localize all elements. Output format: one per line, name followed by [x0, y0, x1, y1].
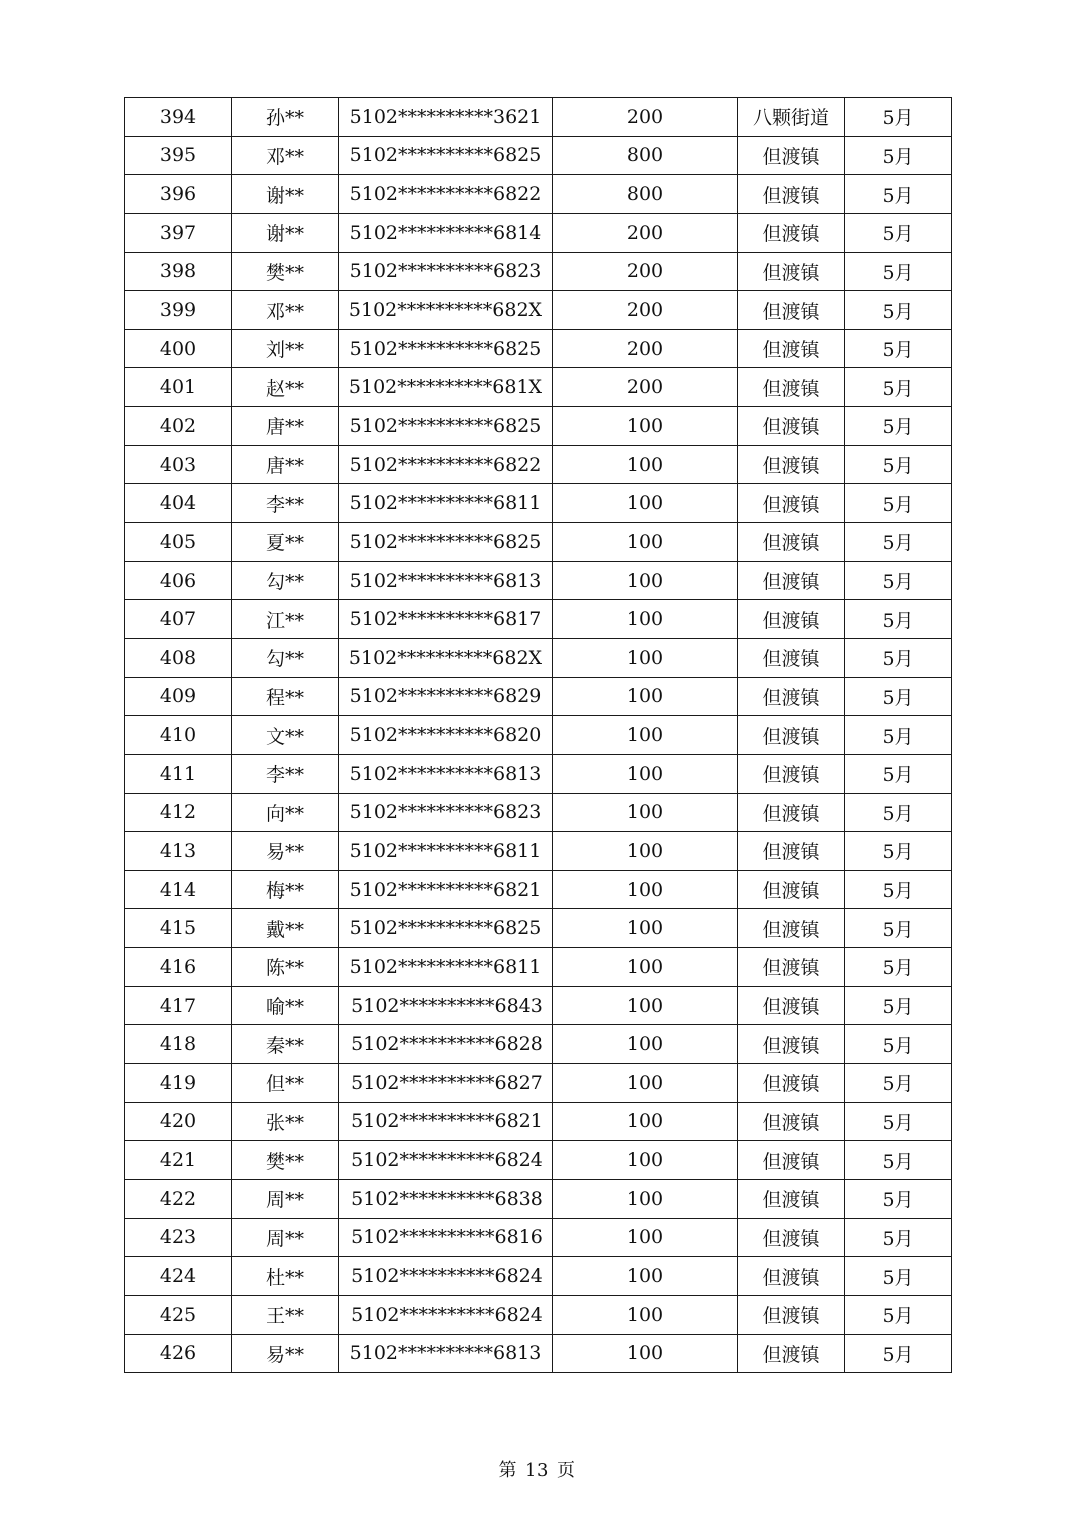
cell-amount: 100 — [553, 407, 738, 446]
table-row — [125, 600, 952, 639]
cell-name: 周** — [232, 1179, 339, 1218]
cell-amount: 800 — [553, 175, 738, 214]
cell-amount: 100 — [553, 638, 738, 677]
cell-name: 易** — [232, 1334, 339, 1373]
cell-area: 但渡镇 — [738, 600, 845, 639]
cell-area: 但渡镇 — [738, 1064, 845, 1103]
cell-serial-number: 425 — [125, 1295, 232, 1334]
cell-amount: 100 — [553, 909, 738, 948]
cell-amount: 100 — [553, 1102, 738, 1141]
cell-id-number: 5102**********6825 — [339, 523, 553, 562]
cell-month: 5月 — [845, 252, 952, 291]
cell-month: 5月 — [845, 98, 952, 137]
cell-name: 邓** — [232, 291, 339, 330]
cell-area: 但渡镇 — [738, 252, 845, 291]
cell-serial-number: 410 — [125, 716, 232, 755]
cell-id-number: 5102**********6838 — [339, 1179, 553, 1218]
cell-area: 但渡镇 — [738, 716, 845, 755]
cell-serial-number: 394 — [125, 98, 232, 137]
cell-area: 但渡镇 — [738, 368, 845, 407]
cell-serial-number: 414 — [125, 870, 232, 909]
cell-serial-number: 401 — [125, 368, 232, 407]
cell-id-number: 5102**********6824 — [339, 1295, 553, 1334]
cell-month: 5月 — [845, 638, 952, 677]
table-row — [125, 793, 952, 832]
cell-id-number: 5102**********6827 — [339, 1064, 553, 1103]
cell-month: 5月 — [845, 329, 952, 368]
cell-id-number: 5102**********6823 — [339, 793, 553, 832]
cell-id-number: 5102**********681X — [339, 368, 553, 407]
table-row — [125, 1257, 952, 1296]
cell-serial-number: 405 — [125, 523, 232, 562]
cell-area: 但渡镇 — [738, 1295, 845, 1334]
table-row — [125, 291, 952, 330]
table-row — [125, 1295, 952, 1334]
cell-serial-number: 407 — [125, 600, 232, 639]
cell-month: 5月 — [845, 561, 952, 600]
cell-month: 5月 — [845, 368, 952, 407]
table-row — [125, 1179, 952, 1218]
cell-amount: 200 — [553, 98, 738, 137]
cell-amount: 200 — [553, 291, 738, 330]
cell-name: 樊** — [232, 1141, 339, 1180]
cell-name: 戴** — [232, 909, 339, 948]
cell-month: 5月 — [845, 677, 952, 716]
cell-serial-number: 406 — [125, 561, 232, 600]
cell-area: 但渡镇 — [738, 1025, 845, 1064]
table-row — [125, 252, 952, 291]
cell-area: 但渡镇 — [738, 948, 845, 987]
cell-name: 李** — [232, 484, 339, 523]
cell-id-number: 5102**********6811 — [339, 948, 553, 987]
table-row — [125, 1102, 952, 1141]
cell-amount: 200 — [553, 213, 738, 252]
cell-month: 5月 — [845, 832, 952, 871]
cell-area: 但渡镇 — [738, 1334, 845, 1373]
cell-amount: 100 — [553, 600, 738, 639]
cell-serial-number: 426 — [125, 1334, 232, 1373]
table-row — [125, 1025, 952, 1064]
cell-area: 但渡镇 — [738, 986, 845, 1025]
footer-suffix: 页 — [556, 1460, 576, 1481]
cell-month: 5月 — [845, 484, 952, 523]
cell-month: 5月 — [845, 1025, 952, 1064]
cell-area: 但渡镇 — [738, 793, 845, 832]
cell-id-number: 5102**********6822 — [339, 445, 553, 484]
cell-serial-number: 397 — [125, 213, 232, 252]
cell-area: 但渡镇 — [738, 1257, 845, 1296]
cell-amount: 100 — [553, 445, 738, 484]
cell-id-number: 5102**********6821 — [339, 870, 553, 909]
cell-month: 5月 — [845, 136, 952, 175]
cell-area: 但渡镇 — [738, 445, 845, 484]
cell-name: 秦** — [232, 1025, 339, 1064]
table-row — [125, 368, 952, 407]
cell-serial-number: 408 — [125, 638, 232, 677]
table-row — [125, 754, 952, 793]
cell-area: 但渡镇 — [738, 754, 845, 793]
cell-name: 夏** — [232, 523, 339, 562]
table-row — [125, 175, 952, 214]
cell-amount: 100 — [553, 832, 738, 871]
cell-area: 但渡镇 — [738, 175, 845, 214]
cell-name: 程** — [232, 677, 339, 716]
table-row — [125, 948, 952, 987]
table-row — [125, 986, 952, 1025]
cell-amount: 100 — [553, 870, 738, 909]
cell-serial-number: 412 — [125, 793, 232, 832]
cell-serial-number: 423 — [125, 1218, 232, 1257]
cell-serial-number: 422 — [125, 1179, 232, 1218]
cell-serial-number: 399 — [125, 291, 232, 330]
cell-name: 李** — [232, 754, 339, 793]
cell-amount: 100 — [553, 1295, 738, 1334]
cell-serial-number: 398 — [125, 252, 232, 291]
cell-id-number: 5102**********6824 — [339, 1257, 553, 1296]
cell-name: 赵** — [232, 368, 339, 407]
cell-serial-number: 396 — [125, 175, 232, 214]
cell-month: 5月 — [845, 870, 952, 909]
cell-month: 5月 — [845, 175, 952, 214]
cell-month: 5月 — [845, 948, 952, 987]
cell-serial-number: 400 — [125, 329, 232, 368]
cell-month: 5月 — [845, 909, 952, 948]
cell-id-number: 5102**********6825 — [339, 407, 553, 446]
cell-amount: 200 — [553, 368, 738, 407]
cell-month: 5月 — [845, 1334, 952, 1373]
cell-amount: 100 — [553, 1179, 738, 1218]
cell-serial-number: 411 — [125, 754, 232, 793]
table-row — [125, 677, 952, 716]
cell-id-number: 5102**********6822 — [339, 175, 553, 214]
cell-id-number: 5102**********6813 — [339, 1334, 553, 1373]
page-footer — [0, 1456, 1074, 1482]
table-row — [125, 484, 952, 523]
cell-name: 喻** — [232, 986, 339, 1025]
cell-area: 但渡镇 — [738, 291, 845, 330]
table-row — [125, 1064, 952, 1103]
cell-serial-number: 424 — [125, 1257, 232, 1296]
cell-name: 勾** — [232, 638, 339, 677]
cell-name: 刘** — [232, 329, 339, 368]
table-row — [125, 1218, 952, 1257]
cell-id-number: 5102**********6820 — [339, 716, 553, 755]
table-row — [125, 638, 952, 677]
footer-prefix: 第 — [498, 1460, 518, 1481]
cell-serial-number: 403 — [125, 445, 232, 484]
table-body — [125, 98, 952, 1373]
cell-serial-number: 409 — [125, 677, 232, 716]
cell-name: 向** — [232, 793, 339, 832]
cell-area: 但渡镇 — [738, 213, 845, 252]
cell-name: 杜** — [232, 1257, 339, 1296]
table-row — [125, 445, 952, 484]
cell-name: 樊** — [232, 252, 339, 291]
cell-month: 5月 — [845, 986, 952, 1025]
cell-id-number: 5102**********682X — [339, 638, 553, 677]
cell-month: 5月 — [845, 1141, 952, 1180]
cell-id-number: 5102**********6825 — [339, 909, 553, 948]
cell-amount: 100 — [553, 986, 738, 1025]
cell-area: 但渡镇 — [738, 407, 845, 446]
table-row — [125, 909, 952, 948]
cell-name: 唐** — [232, 445, 339, 484]
cell-area: 但渡镇 — [738, 523, 845, 562]
cell-amount: 100 — [553, 1218, 738, 1257]
cell-month: 5月 — [845, 1295, 952, 1334]
cell-name: 王** — [232, 1295, 339, 1334]
cell-serial-number: 420 — [125, 1102, 232, 1141]
table-row — [125, 98, 952, 137]
cell-serial-number: 395 — [125, 136, 232, 175]
cell-area: 但渡镇 — [738, 329, 845, 368]
cell-amount: 800 — [553, 136, 738, 175]
cell-id-number: 5102**********6823 — [339, 252, 553, 291]
cell-serial-number: 417 — [125, 986, 232, 1025]
cell-area: 但渡镇 — [738, 638, 845, 677]
cell-amount: 100 — [553, 793, 738, 832]
cell-serial-number: 418 — [125, 1025, 232, 1064]
cell-month: 5月 — [845, 523, 952, 562]
cell-amount: 100 — [553, 948, 738, 987]
cell-amount: 100 — [553, 561, 738, 600]
cell-id-number: 5102**********6811 — [339, 484, 553, 523]
cell-serial-number: 413 — [125, 832, 232, 871]
cell-month: 5月 — [845, 291, 952, 330]
cell-amount: 100 — [553, 523, 738, 562]
cell-area: 但渡镇 — [738, 870, 845, 909]
table-row — [125, 832, 952, 871]
cell-amount: 100 — [553, 1334, 738, 1373]
cell-serial-number: 419 — [125, 1064, 232, 1103]
cell-name: 张** — [232, 1102, 339, 1141]
cell-name: 谢** — [232, 175, 339, 214]
cell-serial-number: 421 — [125, 1141, 232, 1180]
cell-name: 勾** — [232, 561, 339, 600]
cell-amount: 100 — [553, 1025, 738, 1064]
cell-id-number: 5102**********6813 — [339, 561, 553, 600]
table-row — [125, 1334, 952, 1373]
cell-month: 5月 — [845, 213, 952, 252]
cell-area: 但渡镇 — [738, 832, 845, 871]
cell-month: 5月 — [845, 1257, 952, 1296]
cell-area: 八颗街道 — [738, 98, 845, 137]
cell-month: 5月 — [845, 1218, 952, 1257]
cell-amount: 200 — [553, 329, 738, 368]
cell-amount: 200 — [553, 252, 738, 291]
cell-amount: 100 — [553, 677, 738, 716]
cell-id-number: 5102**********6829 — [339, 677, 553, 716]
cell-month: 5月 — [845, 1179, 952, 1218]
cell-id-number: 5102**********6816 — [339, 1218, 553, 1257]
page-number: 13 — [525, 1460, 549, 1481]
cell-area: 但渡镇 — [738, 1141, 845, 1180]
cell-id-number: 5102**********6821 — [339, 1102, 553, 1141]
cell-id-number: 5102**********6825 — [339, 329, 553, 368]
cell-area: 但渡镇 — [738, 1218, 845, 1257]
cell-name: 唐** — [232, 407, 339, 446]
cell-id-number: 5102**********6811 — [339, 832, 553, 871]
table-row — [125, 561, 952, 600]
cell-id-number: 5102**********6813 — [339, 754, 553, 793]
cell-id-number: 5102**********6828 — [339, 1025, 553, 1064]
table-row — [125, 136, 952, 175]
cell-name: 但** — [232, 1064, 339, 1103]
cell-name: 孙** — [232, 98, 339, 137]
cell-id-number: 5102**********682X — [339, 291, 553, 330]
cell-month: 5月 — [845, 407, 952, 446]
cell-id-number: 5102**********6814 — [339, 213, 553, 252]
cell-area: 但渡镇 — [738, 909, 845, 948]
cell-name: 文** — [232, 716, 339, 755]
cell-id-number: 5102**********6843 — [339, 986, 553, 1025]
cell-amount: 100 — [553, 754, 738, 793]
table-row — [125, 407, 952, 446]
cell-serial-number: 416 — [125, 948, 232, 987]
cell-month: 5月 — [845, 1064, 952, 1103]
cell-month: 5月 — [845, 754, 952, 793]
table-row — [125, 1141, 952, 1180]
data-table — [124, 97, 952, 1373]
cell-month: 5月 — [845, 445, 952, 484]
cell-name: 谢** — [232, 213, 339, 252]
cell-area: 但渡镇 — [738, 677, 845, 716]
table-row — [125, 329, 952, 368]
cell-id-number: 5102**********3621 — [339, 98, 553, 137]
cell-serial-number: 415 — [125, 909, 232, 948]
cell-id-number: 5102**********6825 — [339, 136, 553, 175]
cell-name: 江** — [232, 600, 339, 639]
cell-name: 周** — [232, 1218, 339, 1257]
cell-name: 陈** — [232, 948, 339, 987]
cell-month: 5月 — [845, 793, 952, 832]
cell-amount: 100 — [553, 484, 738, 523]
cell-serial-number: 402 — [125, 407, 232, 446]
cell-name: 梅** — [232, 870, 339, 909]
cell-amount: 100 — [553, 716, 738, 755]
cell-name: 易** — [232, 832, 339, 871]
table-row — [125, 870, 952, 909]
cell-area: 但渡镇 — [738, 561, 845, 600]
cell-month: 5月 — [845, 600, 952, 639]
cell-name: 邓** — [232, 136, 339, 175]
table-row — [125, 716, 952, 755]
cell-amount: 100 — [553, 1141, 738, 1180]
table-row — [125, 213, 952, 252]
cell-month: 5月 — [845, 1102, 952, 1141]
cell-area: 但渡镇 — [738, 1102, 845, 1141]
table-row — [125, 523, 952, 562]
cell-amount: 100 — [553, 1064, 738, 1103]
cell-area: 但渡镇 — [738, 1179, 845, 1218]
cell-serial-number: 404 — [125, 484, 232, 523]
cell-area: 但渡镇 — [738, 484, 845, 523]
cell-id-number: 5102**********6824 — [339, 1141, 553, 1180]
cell-area: 但渡镇 — [738, 136, 845, 175]
cell-amount: 100 — [553, 1257, 738, 1296]
cell-month: 5月 — [845, 716, 952, 755]
cell-id-number: 5102**********6817 — [339, 600, 553, 639]
